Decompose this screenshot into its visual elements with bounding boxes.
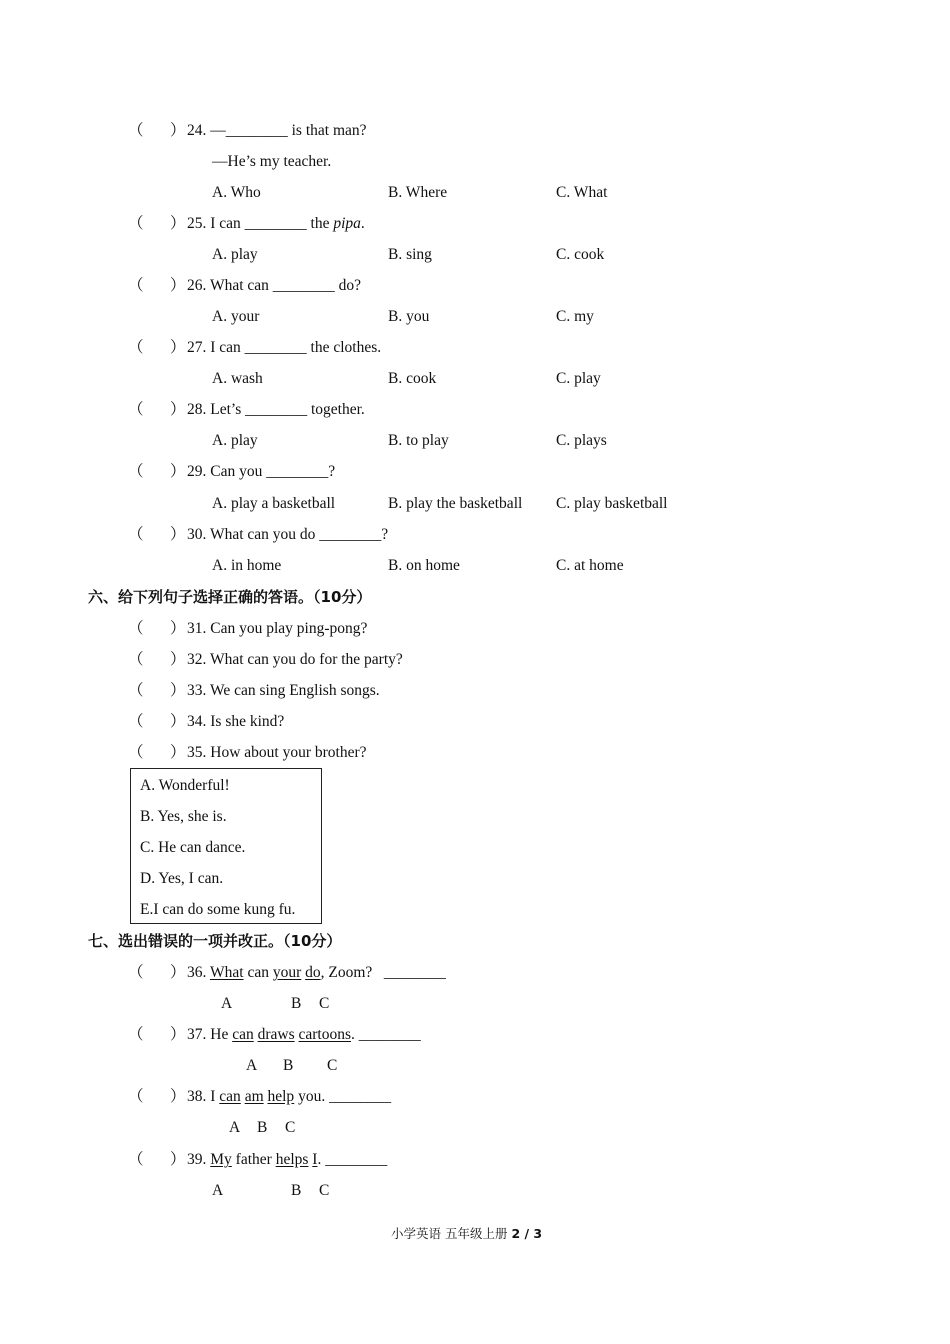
answer-paren-open: （ bbox=[128, 526, 144, 543]
answer-paren-open: （ bbox=[128, 651, 144, 668]
answer-paren-close: ） bbox=[170, 744, 186, 761]
option-a: A. play bbox=[212, 432, 258, 449]
option-b: B. Where bbox=[388, 184, 448, 201]
question-text: . bbox=[317, 1151, 322, 1168]
question-24: 24. —________ is that man? bbox=[187, 122, 367, 139]
label-a: A bbox=[221, 995, 233, 1012]
option-a: A. play a basketball bbox=[212, 495, 336, 512]
answer-paren-open: （ bbox=[128, 339, 144, 356]
answer-paren-close: ） bbox=[170, 713, 186, 730]
underlined-word-c: help bbox=[267, 1088, 295, 1105]
label-c: C bbox=[327, 1057, 338, 1074]
question-29: 29. Can you ________? bbox=[187, 463, 336, 480]
option-a: A. wash bbox=[212, 370, 263, 387]
answer-paren-close: ） bbox=[170, 1026, 186, 1043]
answer-paren-close: ） bbox=[170, 620, 186, 637]
underlined-word-a: can bbox=[219, 1088, 241, 1105]
label-b: B bbox=[291, 995, 302, 1012]
question-24-dialogue: —He’s my teacher. bbox=[212, 153, 332, 170]
question-35: 35. How about your brother? bbox=[187, 744, 367, 761]
question-number: 37. He bbox=[187, 1026, 233, 1043]
answer-choice: A. Wonderful! bbox=[140, 777, 230, 794]
answer-choice: B. Yes, she is. bbox=[140, 808, 227, 825]
page-footer bbox=[391, 1224, 542, 1242]
option-c: C. plays bbox=[556, 432, 607, 449]
answer-paren-close: ） bbox=[170, 1088, 186, 1105]
answer-paren-close: ） bbox=[170, 682, 186, 699]
question-39 bbox=[187, 1150, 387, 1170]
question-26: 26. What can ________ do? bbox=[187, 277, 362, 294]
question-text: father bbox=[231, 1151, 276, 1168]
option-c: C. play bbox=[556, 370, 601, 387]
answer-paren-close: ） bbox=[170, 1151, 186, 1168]
option-c: C. my bbox=[556, 308, 594, 325]
underlined-word-a: My bbox=[210, 1151, 232, 1168]
answer-paren-open: （ bbox=[128, 682, 144, 699]
answer-paren-close: ） bbox=[170, 277, 186, 294]
question-38 bbox=[187, 1087, 391, 1107]
question-33: 33. We can sing English songs. bbox=[187, 682, 380, 699]
answer-paren-close: ） bbox=[170, 526, 186, 543]
label-c: C bbox=[285, 1119, 296, 1136]
question-32: 32. What can you do for the party? bbox=[187, 651, 403, 668]
answer-paren-open: （ bbox=[128, 1151, 144, 1168]
question-text: , Zoom? bbox=[320, 964, 373, 981]
option-c: C. at home bbox=[556, 557, 624, 574]
option-a: A. your bbox=[212, 308, 260, 325]
question-31: 31. Can you play ping-pong? bbox=[187, 620, 368, 637]
correction-blank: ________ bbox=[325, 1151, 388, 1168]
question-number: 38. I bbox=[187, 1088, 220, 1105]
answer-paren-open: （ bbox=[128, 215, 144, 232]
question-number: 39. bbox=[187, 1151, 211, 1168]
option-b: B. you bbox=[388, 308, 430, 325]
answer-paren-open: （ bbox=[128, 463, 144, 480]
answer-paren-open: （ bbox=[128, 620, 144, 637]
question-text: you. bbox=[294, 1088, 326, 1105]
answer-choices-box bbox=[130, 768, 322, 924]
answer-paren-open: （ bbox=[128, 744, 144, 761]
answer-paren-open: （ bbox=[128, 964, 144, 981]
correction-blank: ________ bbox=[383, 964, 446, 981]
footer-title: 小学英语 五年级上册 bbox=[391, 1226, 512, 1241]
option-b: B. play the basketball bbox=[388, 495, 523, 512]
answer-paren-close: ） bbox=[170, 122, 186, 139]
underlined-word-b: your bbox=[272, 964, 302, 981]
answer-paren-close: ） bbox=[170, 339, 186, 356]
underlined-word-a: What bbox=[209, 964, 244, 981]
answer-choice: E.I can do some kung fu. bbox=[140, 901, 296, 918]
question-text: can bbox=[243, 964, 273, 981]
answer-paren-open: （ bbox=[128, 1088, 144, 1105]
label-a: A bbox=[246, 1057, 258, 1074]
answer-paren-open: （ bbox=[128, 713, 144, 730]
answer-paren-open: （ bbox=[128, 277, 144, 294]
underlined-word-c: I bbox=[312, 1151, 318, 1168]
label-b: B bbox=[283, 1057, 294, 1074]
answer-choice: C. He can dance. bbox=[140, 839, 246, 856]
question-30: 30. What can you do ________? bbox=[187, 526, 389, 543]
label-b: B bbox=[291, 1182, 302, 1199]
option-b: B. to play bbox=[388, 432, 449, 449]
option-a: A. in home bbox=[212, 557, 282, 574]
question-28: 28. Let’s ________ together. bbox=[187, 401, 365, 418]
underlined-word-b: draws bbox=[257, 1026, 295, 1043]
answer-paren-open: （ bbox=[128, 1026, 144, 1043]
question-25-end: . bbox=[360, 215, 365, 232]
question-text: . bbox=[351, 1026, 355, 1043]
option-c: C. cook bbox=[556, 246, 605, 263]
underlined-word-c: cartoons bbox=[298, 1026, 352, 1043]
question-25-text: 25. I can ________ the bbox=[187, 215, 334, 232]
label-a: A bbox=[212, 1182, 224, 1199]
option-a: A. Who bbox=[212, 184, 261, 201]
answer-paren-close: ） bbox=[170, 401, 186, 418]
label-c: C bbox=[319, 995, 330, 1012]
answer-paren-open: （ bbox=[128, 122, 144, 139]
label-c: C bbox=[319, 1182, 330, 1199]
option-a: A. play bbox=[212, 246, 258, 263]
question-37 bbox=[187, 1025, 421, 1045]
question-27: 27. I can ________ the clothes. bbox=[187, 339, 382, 356]
answer-paren-close: ） bbox=[170, 215, 186, 232]
underlined-word-b: am bbox=[244, 1088, 264, 1105]
underlined-word-c: do bbox=[305, 964, 321, 981]
question-25 bbox=[187, 214, 365, 234]
option-b: B. cook bbox=[388, 370, 437, 387]
page-number: 2 / 3 bbox=[511, 1226, 543, 1241]
answer-choice: D. Yes, I can. bbox=[140, 870, 224, 887]
correction-blank: ________ bbox=[358, 1026, 421, 1043]
option-b: B. sing bbox=[388, 246, 432, 263]
question-25-italic-word: pipa bbox=[333, 215, 361, 232]
question-36 bbox=[187, 963, 446, 983]
label-b: B bbox=[257, 1119, 268, 1136]
answer-paren-close: ） bbox=[170, 463, 186, 480]
option-b: B. on home bbox=[388, 557, 460, 574]
option-c: C. play basketball bbox=[556, 495, 668, 512]
answer-paren-close: ） bbox=[170, 964, 186, 981]
label-a: A bbox=[229, 1119, 241, 1136]
correction-blank: ________ bbox=[329, 1088, 392, 1105]
question-34: 34. Is she kind? bbox=[187, 713, 285, 730]
answer-paren-close: ） bbox=[170, 651, 186, 668]
underlined-word-b: helps bbox=[275, 1151, 309, 1168]
section-6-heading: 六、给下列句子选择正确的答语。（10分） bbox=[88, 588, 372, 606]
answer-paren-open: （ bbox=[128, 401, 144, 418]
option-c: C. What bbox=[556, 184, 608, 201]
section-7-heading: 七、选出错误的一项并改正。（10分） bbox=[88, 932, 342, 950]
underlined-word-a: can bbox=[232, 1026, 254, 1043]
question-number: 36. bbox=[187, 964, 207, 981]
